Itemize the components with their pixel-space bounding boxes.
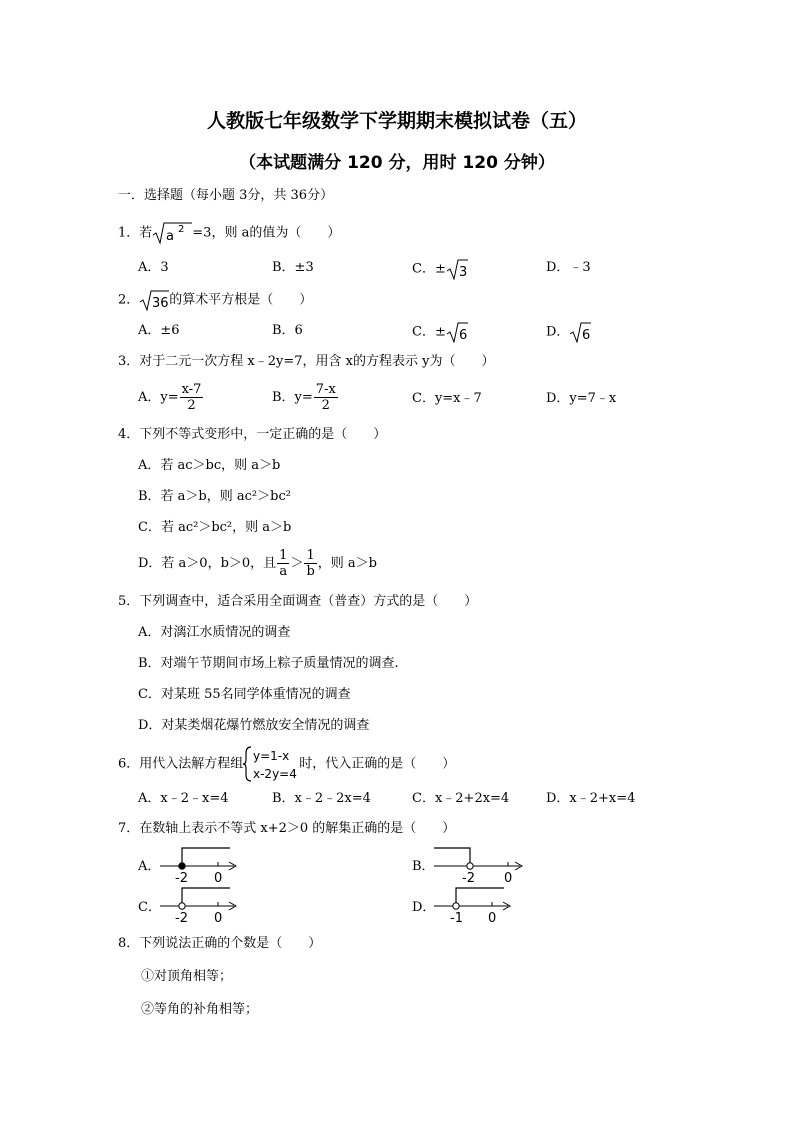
q4-option-a: A．若 ac＞bc，则 a＞b bbox=[138, 458, 281, 473]
question-4: 4．下列不等式变形中，一定正确的是（ ） bbox=[118, 427, 387, 442]
fraction-denominator: a bbox=[279, 564, 288, 579]
q4-option-d bbox=[138, 548, 377, 579]
q6-option-a: A．x﹣2﹣x=4 bbox=[138, 791, 229, 806]
tick-label: -2 bbox=[175, 871, 188, 886]
q2-option-d bbox=[546, 321, 591, 343]
q1-exponent: 2 bbox=[178, 224, 185, 235]
q2-option-d-label: D． bbox=[546, 324, 570, 340]
q2-prefix: 2． bbox=[118, 292, 140, 308]
q6-prefix: 6．用代入法解方程组 bbox=[118, 756, 244, 772]
q7-option-b-label: B． bbox=[412, 859, 435, 874]
q2-option-c bbox=[412, 321, 468, 343]
fraction-numerator: 1 bbox=[304, 548, 316, 564]
sqrt-symbol bbox=[446, 258, 468, 280]
question-7: 7．在数轴上表示不等式 x+2＞0 的解集正确的是（ ） bbox=[118, 821, 456, 836]
fraction-numerator: x-7 bbox=[181, 382, 202, 397]
page-subtitle: （本试题满分 120 分，用时 120 分钟） bbox=[239, 153, 555, 173]
q5-option-a: A．对漓江水质情况的调查 bbox=[138, 625, 291, 640]
q5-option-b: B．对端午节期间市场上粽子质量情况的调查. bbox=[138, 656, 399, 671]
q2-option-c-label: C．± bbox=[412, 324, 446, 340]
q1-prefix: 1．若 bbox=[118, 225, 153, 241]
fraction-denominator: 2 bbox=[321, 398, 330, 413]
q1-option-c-label: C．± bbox=[412, 261, 446, 277]
q1-suffix: =3，则 a的值为（ ） bbox=[192, 225, 341, 241]
q3-option-a bbox=[138, 382, 204, 413]
fraction-denominator: 2 bbox=[187, 398, 196, 413]
question-3: 3．对于二元一次方程 x﹣2y=7，用含 x的方程表示 y为（ ） bbox=[118, 354, 495, 369]
number-line-a bbox=[158, 844, 242, 886]
q2-c-radicand: 6 bbox=[458, 328, 468, 343]
fraction-numerator: 1 bbox=[279, 548, 288, 563]
number-line-c bbox=[158, 884, 242, 926]
q4-option-c: C．若 ac²＞bc²，则 a＞b bbox=[138, 520, 292, 535]
page-title: 人教版七年级数学下学期期末模拟试卷（五） bbox=[206, 110, 587, 132]
tick-label: 0 bbox=[214, 871, 223, 886]
equation-2: x-2y=4 bbox=[253, 767, 298, 781]
q8-statement-1: ①对顶角相等； bbox=[141, 969, 233, 984]
sqrt-symbol bbox=[569, 321, 591, 343]
tick-label: -2 bbox=[175, 911, 188, 926]
q2-suffix: 的算术平方根是（ ） bbox=[169, 292, 313, 308]
q3-option-c: C．y=x﹣7 bbox=[412, 391, 482, 406]
number-line-d bbox=[432, 884, 516, 926]
q2-option-a: A．±6 bbox=[138, 323, 180, 338]
section-heading: 一．选择题（每小题 3分，共 36分） bbox=[118, 188, 334, 203]
q1-option-d: D．﹣3 bbox=[546, 260, 591, 275]
sqrt-symbol bbox=[152, 221, 192, 245]
tick-label: -1 bbox=[450, 911, 463, 926]
q1-radicand: a bbox=[166, 229, 175, 244]
q6-option-c: C．x﹣2+2x=4 bbox=[412, 791, 510, 806]
q4-option-b: B．若 a＞b，则 ac²＞bc² bbox=[138, 489, 291, 504]
q3-option-b bbox=[272, 382, 339, 413]
q5-option-d: D．对某类烟花爆竹燃放安全情况的调查 bbox=[138, 718, 370, 733]
left-brace-icon bbox=[243, 747, 251, 781]
question-2 bbox=[118, 289, 312, 311]
q3-a-prefix: A．y= bbox=[138, 390, 179, 405]
tick-label: 0 bbox=[504, 871, 513, 886]
q2-radicand: 36 bbox=[152, 296, 169, 311]
q7-option-c-label: C． bbox=[138, 900, 161, 915]
greater-than: ＞ bbox=[290, 556, 304, 571]
tick-label: -2 bbox=[462, 871, 475, 886]
fraction bbox=[314, 382, 338, 413]
sqrt-symbol bbox=[446, 321, 468, 343]
q3-option-d: D．y=7﹣x bbox=[546, 391, 617, 406]
q8-statement-2: ②等角的补角相等； bbox=[141, 1002, 259, 1017]
number-line-b bbox=[432, 844, 528, 886]
equation-system bbox=[243, 745, 299, 783]
q2-d-radicand: 6 bbox=[582, 328, 591, 343]
fraction bbox=[304, 548, 316, 579]
equation-1: y=1-x bbox=[253, 749, 290, 763]
fraction-denominator: b bbox=[306, 564, 315, 579]
q1-option-c bbox=[412, 258, 468, 280]
q5-option-c: C．对某班 55名同学体重情况的调查 bbox=[138, 687, 351, 702]
q6-option-d: D．x﹣2+x=4 bbox=[546, 791, 636, 806]
question-6 bbox=[118, 745, 455, 783]
q2-option-b: B．6 bbox=[272, 323, 303, 338]
fraction bbox=[277, 548, 289, 579]
fraction-numerator: 7-x bbox=[315, 382, 336, 397]
fraction bbox=[180, 382, 204, 413]
q4-d-suffix: ，则 a＞b bbox=[317, 556, 378, 571]
q1-c-radicand: 3 bbox=[458, 265, 468, 280]
q4-d-prefix: D．若 a＞0，b＞0，且 bbox=[138, 556, 277, 571]
sqrt-symbol bbox=[139, 289, 169, 311]
q7-option-a-label: A． bbox=[138, 859, 161, 874]
q3-b-prefix: B．y= bbox=[272, 390, 313, 405]
question-5: 5．下列调查中，适合采用全面调查（普查）方式的是（ ） bbox=[118, 594, 478, 609]
question-8: 8．下列说法正确的个数是（ ） bbox=[118, 936, 322, 951]
tick-label: 0 bbox=[214, 911, 223, 926]
q6-option-b: B．x﹣2﹣2x=4 bbox=[272, 791, 371, 806]
question-1 bbox=[118, 221, 340, 245]
tick-label: 0 bbox=[488, 911, 497, 926]
q1-option-a: A．3 bbox=[138, 260, 169, 275]
q1-option-b: B．±3 bbox=[272, 260, 314, 275]
q6-suffix: 时，代入正确的是（ ） bbox=[299, 756, 456, 772]
q7-option-d-label: D． bbox=[412, 900, 436, 915]
